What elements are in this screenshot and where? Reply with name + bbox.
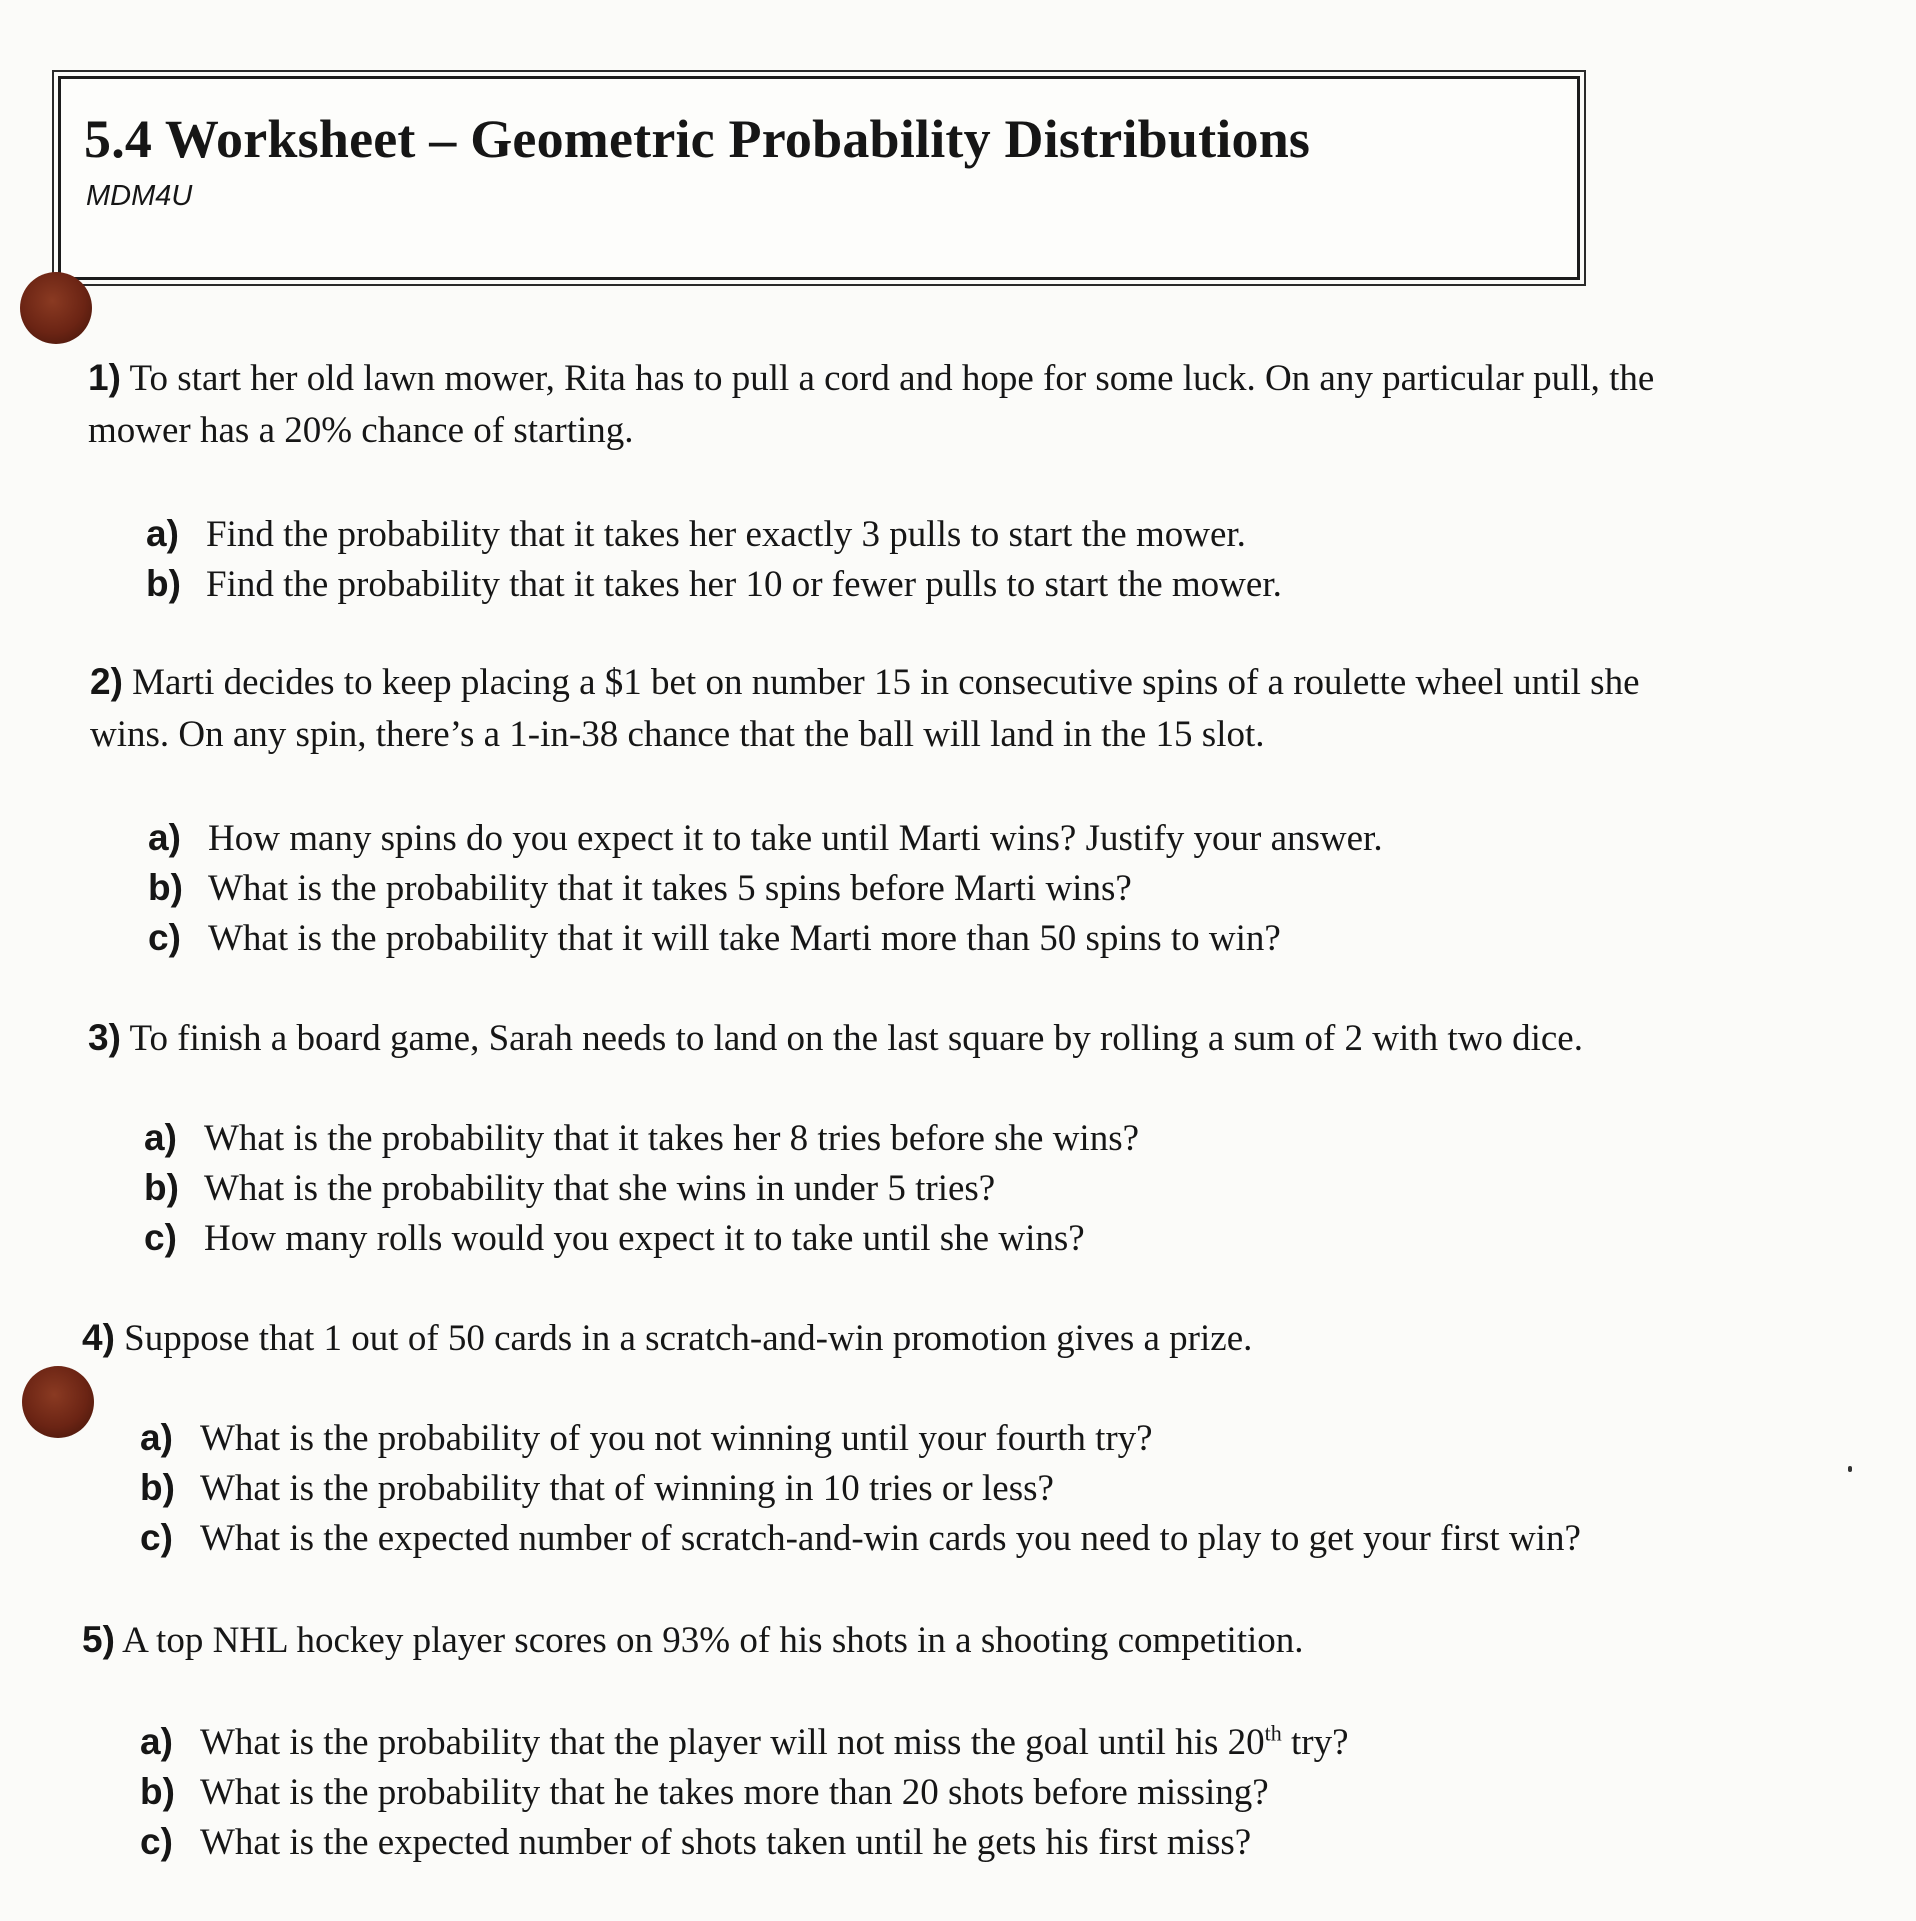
question-4-part-c xyxy=(140,1514,1581,1563)
question-2 xyxy=(90,656,1640,761)
paper-speck xyxy=(1848,1466,1852,1472)
binder-hole-bottom xyxy=(22,1366,94,1438)
part-label: c) xyxy=(140,1517,173,1558)
question-5-part-b xyxy=(140,1768,1269,1817)
part-label: b) xyxy=(148,867,183,908)
part-label: a) xyxy=(140,1721,173,1762)
part-label: b) xyxy=(146,563,181,604)
part-label: c) xyxy=(140,1821,173,1862)
question-text-cont: wins. On any spin, there’s a 1-in-38 chance that the ball will land in the 15 slot. xyxy=(90,714,1265,755)
part-label: a) xyxy=(148,817,181,858)
part-label: b) xyxy=(140,1771,175,1812)
question-5-part-c xyxy=(140,1818,1251,1867)
title-box xyxy=(58,76,1580,280)
binder-hole-top xyxy=(20,272,92,344)
part-text: What is the expected number of shots taken until he gets his first miss? xyxy=(200,1822,1252,1863)
part-text: Find the probability that it takes her exactly 3 pulls to start the mower. xyxy=(206,514,1246,555)
question-text: Suppose that 1 out of 50 cards in a scratch-and-win promotion gives a prize. xyxy=(124,1318,1253,1359)
part-text: What is the probability of you not winning until your fourth try? xyxy=(200,1418,1153,1459)
question-1-part-a xyxy=(146,510,1246,559)
question-4-part-b xyxy=(140,1464,1054,1513)
part-label: b) xyxy=(140,1467,175,1508)
question-3-part-c xyxy=(144,1214,1085,1263)
question-number: 5) xyxy=(82,1619,115,1660)
ordinal-suffix: th xyxy=(1264,1720,1282,1746)
part-label: a) xyxy=(140,1417,173,1458)
part-text: What is the probability that it takes her 8 tries before she wins? xyxy=(204,1118,1140,1159)
question-4 xyxy=(82,1312,1252,1365)
part-text-end: try? xyxy=(1281,1722,1349,1763)
course-code: MDM4U xyxy=(86,180,193,212)
part-text: What is the probability that it takes 5 spins before Marti wins? xyxy=(208,868,1132,909)
question-number: 3) xyxy=(88,1017,121,1058)
question-1 xyxy=(88,352,1654,457)
question-text: A top NHL hockey player scores on 93% of his shots in a shooting competition. xyxy=(122,1620,1304,1661)
part-text: How many spins do you expect it to take until Marti wins? Justify your answer. xyxy=(208,818,1383,859)
question-5-part-a xyxy=(140,1718,1349,1767)
question-number: 2) xyxy=(90,661,123,702)
question-number: 1) xyxy=(88,357,121,398)
part-text: How many rolls would you expect it to take until she wins? xyxy=(204,1218,1085,1259)
part-label: c) xyxy=(144,1217,177,1258)
question-number: 4) xyxy=(82,1317,115,1358)
question-2-part-c xyxy=(148,914,1281,963)
question-1-part-b xyxy=(146,560,1282,609)
question-2-part-a xyxy=(148,814,1383,863)
question-5 xyxy=(82,1614,1304,1667)
part-text: What is the probability that the player will not miss the goal until his 20 xyxy=(200,1722,1265,1763)
part-text: What is the probability that he takes more than 20 shots before missing? xyxy=(200,1772,1269,1813)
question-text: To finish a board game, Sarah needs to land on the last square by rolling a sum of 2 with two dice. xyxy=(129,1018,1583,1059)
question-3-part-a xyxy=(144,1114,1139,1163)
question-3 xyxy=(88,1012,1583,1065)
question-3-part-b xyxy=(144,1164,995,1213)
part-label: c) xyxy=(148,917,181,958)
part-text: What is the probability that she wins in under 5 tries? xyxy=(204,1168,996,1209)
question-2-part-b xyxy=(148,864,1132,913)
part-label: a) xyxy=(144,1117,177,1158)
part-label: b) xyxy=(144,1167,179,1208)
part-text: What is the expected number of scratch-and-win cards you need to play to get your first win? xyxy=(200,1518,1581,1559)
part-text: What is the probability that of winning in 10 tries or less? xyxy=(200,1468,1054,1509)
page-title: 5.4 Worksheet – Geometric Probability Distributions xyxy=(84,109,1311,169)
question-text: Marti decides to keep placing a $1 bet on number 15 in consecutive spins of a roulette wheel until she xyxy=(132,662,1640,703)
part-label: a) xyxy=(146,513,179,554)
question-text-cont: mower has a 20% chance of starting. xyxy=(88,410,634,451)
question-text: To start her old lawn mower, Rita has to pull a cord and hope for some luck. On any particular pull, the xyxy=(129,358,1655,399)
question-4-part-a xyxy=(140,1414,1153,1463)
part-text: Find the probability that it takes her 10 or fewer pulls to start the mower. xyxy=(206,564,1282,605)
part-text: What is the probability that it will take Marti more than 50 spins to win? xyxy=(208,918,1281,959)
